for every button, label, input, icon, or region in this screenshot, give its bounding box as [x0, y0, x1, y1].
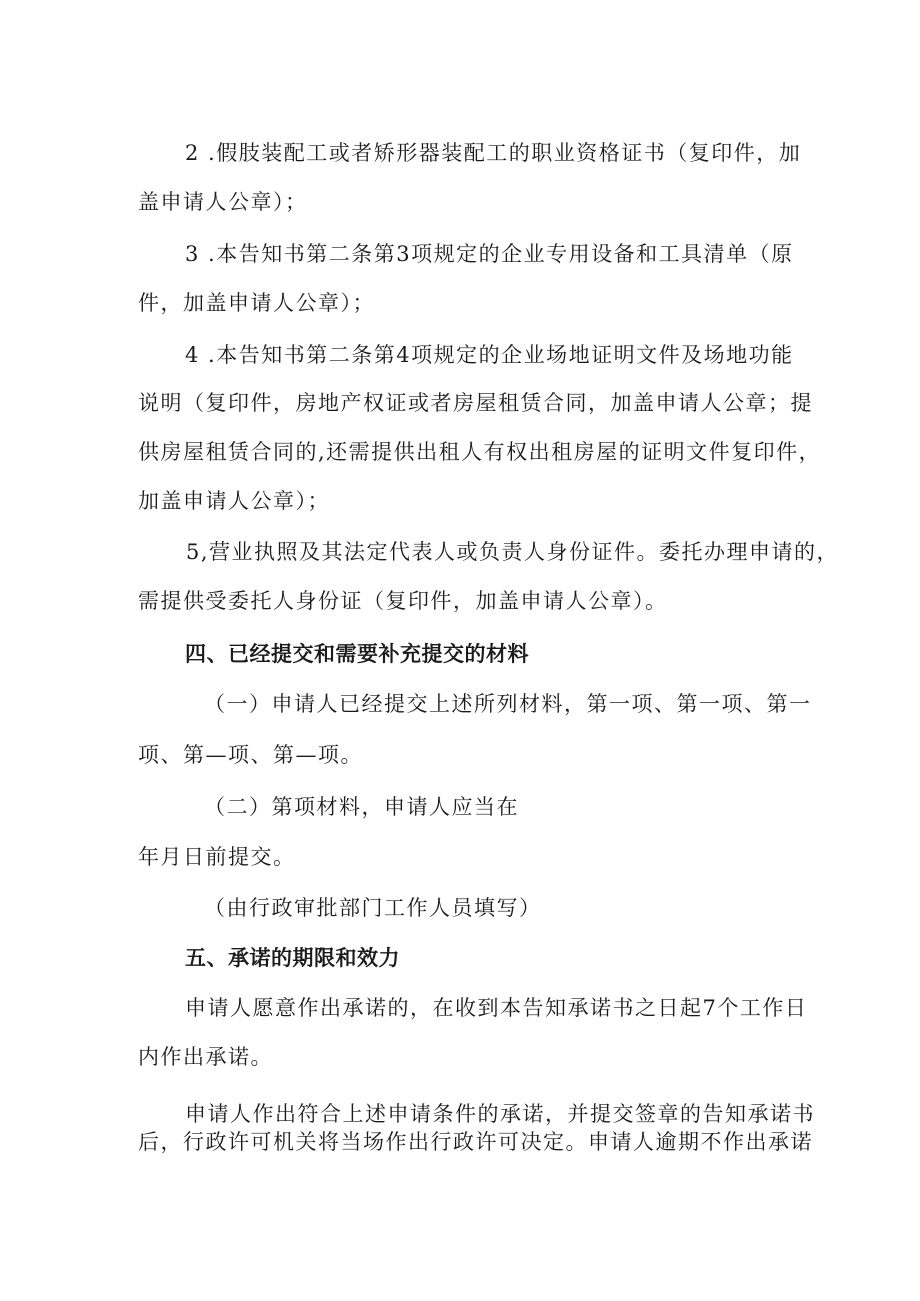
section-5-para-1-line-2: 内作出承诺。: [138, 1045, 273, 1069]
section-4-note: （由行政审批部门工作人员填写）: [204, 896, 542, 920]
item-3-line-1: 3 .本告知书第二条第3项规定的企业专用设备和工具清单（原: [185, 242, 794, 266]
section-5-para-2-line-1: 申请人作出符合上述申请条件的承诺，并提交签章的告知承诺书: [185, 1102, 815, 1126]
item-5-line-2: 需提供受委托人身份证（复印件，加盖申请人公章）。: [138, 589, 668, 613]
item-4-line-1: 4 .本告知书第二条第4项规定的企业场地证明文件及场地功能: [185, 343, 794, 367]
section-5-heading: 五、承诺的期限和效力: [185, 946, 400, 970]
item-2-line-2: 盖申请人公章）；: [138, 190, 308, 214]
item-5-line-1: 5,营业执照及其法定代表人或负责人身份证件。委托办理申请的，: [186, 540, 840, 564]
item-3-line-2: 件，加盖申请人公章）；: [138, 291, 375, 315]
section-4-para-2-line-1: （二）第项材料，申请人应当在: [204, 795, 519, 819]
item-4-line-4: 加盖申请人公章）；: [138, 489, 330, 513]
section-4-para-1-line-1: （一）申请人已经提交上述所列材料，第一项、第一项、第一: [204, 692, 812, 716]
section-4-heading: 四、已经提交和需要补充提交的材料: [185, 642, 529, 666]
item-4-line-2: 说明（复印件，房地产权证或者房屋租赁合同，加盖申请人公章；提: [138, 391, 813, 415]
item-4-line-3: 供房屋租赁合同的,还需提供出租人有权出租房屋的证明文件复印件，: [138, 440, 822, 464]
item-2-line-1: 2 .假肢装配工或者矫形器装配工的职业资格证书（复印件，加: [185, 141, 802, 165]
section-4-para-1-line-2: 项、第—项、第—项。: [138, 743, 363, 767]
section-4-para-2-line-2: 年月日前提交。: [138, 845, 296, 869]
section-5-para-2-line-2: 后，行政许可机关将当场作出行政许可决定。申请人逾期不作出承诺: [138, 1130, 813, 1154]
section-5-para-1-line-1: 申请人愿意作出承诺的，在收到本告知承诺书之日起7个工作日: [185, 996, 808, 1020]
